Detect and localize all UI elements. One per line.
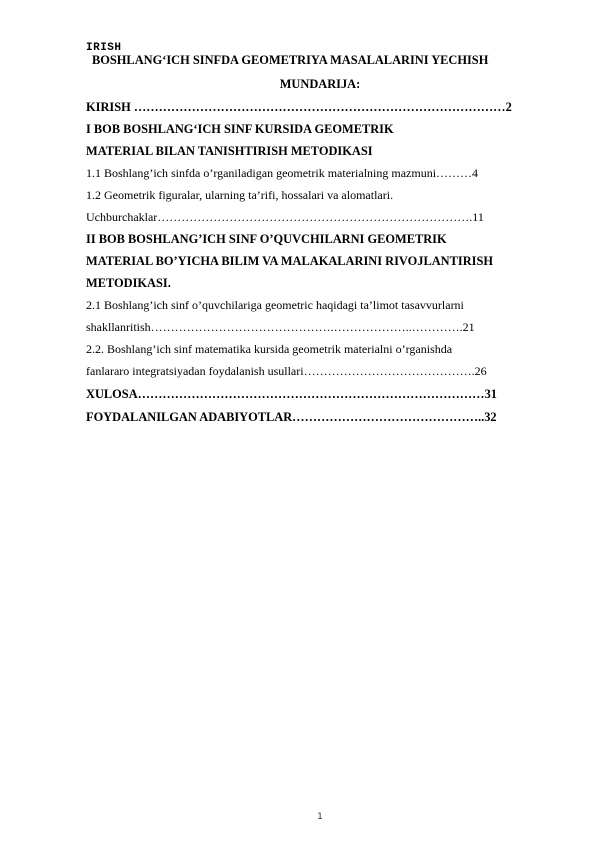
toc-entry-introduction[interactable]: KIRISH ………………………………………………………………………………2 (86, 100, 512, 114)
toc-section-2-1-line-2[interactable]: shakllanritish……………………………………….………………..………….21 (86, 320, 475, 334)
toc-section-2-1-line-1[interactable]: 2.1 Boshlang’ich sinf o’quvchilariga geometric haqidagi ta’limot tasavvurlarni (86, 298, 464, 312)
document-title: BOSHLANG‘ICH SINFDA GEOMETRIYA MASALALARINI YECHISH (92, 53, 489, 67)
toc-chapter-2-title-line-3[interactable]: METODIKASI. (86, 276, 171, 290)
toc-entry-references[interactable]: FOYDALANILGAN ADABIYOTLAR………………………………………..32 (86, 410, 497, 424)
toc-section-1-2-line-1[interactable]: 1.2 Geometrik figuralar, ularning ta’rifi, hossalari va alomatlari. (86, 188, 394, 202)
toc-chapter-2-title-line-2[interactable]: MATERIAL BO’YICHA BILIM VA MALAKALARINI RIVOJLANTIRISH (86, 254, 493, 268)
toc-section-2-2-line-1[interactable]: 2.2. Boshlang’ich sinf matematika kursida geometrik materialni o’rganishda (86, 342, 453, 356)
contents-heading: MUNDARIJA: (279, 77, 361, 91)
toc-chapter-1-title-line-1[interactable]: I BOB BOSHLANG‘ICH SINF KURSIDA GEOMETRIK (86, 122, 394, 136)
watermark-label: IRISH (86, 42, 122, 54)
toc-section-2-2-line-2[interactable]: fanlararo integratsiyadan foydalanish usullari…………………………………….26 (86, 364, 487, 378)
page-number: 1 (317, 812, 323, 822)
toc-section-1-2-line-2[interactable]: Uchburchaklar…………………………………………………………………….11 (86, 210, 484, 224)
toc-entry-conclusion[interactable]: XULOSA…………………………………………………………………………31 (86, 387, 497, 401)
toc-chapter-2-title-line-1[interactable]: II BOB BOSHLANG’ICH SINF O’QUVCHILARNI GEOMETRIK (86, 232, 447, 246)
toc-chapter-1-title-line-2[interactable]: MATERIAL BILAN TANISHTIRISH METODIKASI (86, 144, 373, 158)
toc-section-1-1[interactable]: 1.1 Boshlang’ich sinfda o’rganiladigan geometrik materialning mazmuni………4 (86, 166, 479, 180)
